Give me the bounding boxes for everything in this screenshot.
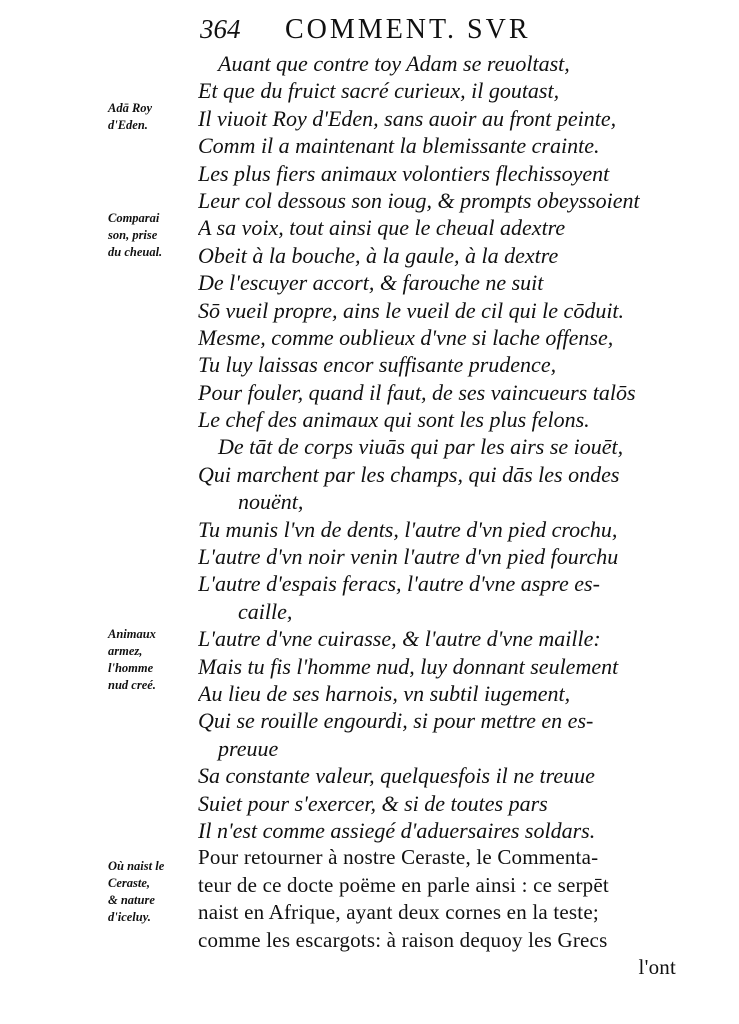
margin-note-line: son, prise [108, 228, 158, 242]
verse-line: Sō vueil propre, ains le vueil de cil qui le cōduit. [198, 297, 625, 323]
margin-note-line: Où naist le [108, 859, 165, 873]
catchword: l'ont [638, 954, 676, 979]
verse-line: De tāt de corps viuās qui par les airs se iouēt, [218, 434, 624, 460]
margin-note-line: Animaux [108, 627, 156, 641]
page-number: 364 [200, 14, 241, 44]
margin-note-line: d'Eden. [108, 118, 148, 132]
margin-note-line: Comparai [108, 211, 160, 225]
verse-line: Au lieu de ses harnois, vn subtil iugement, [198, 680, 571, 706]
page-header [200, 14, 680, 48]
margin-note-line: du cheual. [108, 245, 163, 259]
verse-line: Et que du fruict sacré curieux, il goutast, [198, 78, 560, 104]
verse-line: Il n'est comme assiegé d'aduersaires soldars. [198, 817, 596, 843]
verse-line: A sa voix, tout ainsi que le cheual adextre [198, 215, 566, 241]
margin-note-line: armez, [108, 644, 143, 658]
verse-line: Sa constante valeur, quelquesfois il ne treuue [198, 763, 595, 789]
verse-line: nouënt, [238, 489, 304, 515]
verse-line: Les plus fiers animaux volontiers flechissoyent [198, 160, 610, 186]
verse-line: L'autre d'espais feracs, l'autre d'vne aspre es- [198, 571, 600, 597]
prose-line: comme les escargots: à raison dequoy les Grecs [198, 927, 608, 952]
verse-line: Mais tu fis l'homme nud, luy donnant seulement [198, 653, 619, 679]
running-title: COMMENT. SVR [285, 14, 531, 45]
prose-line: naist en Afrique, ayant deux cornes en la teste; [198, 900, 599, 925]
verse-line: Pour fouler, quand il faut, de ses vaincueurs talōs [198, 379, 636, 405]
margin-note-line: l'homme [108, 661, 154, 675]
margin-note [108, 858, 192, 926]
verse-line: Qui marchent par les champs, qui dās les ondes [198, 461, 620, 487]
margin-note-line: & nature [108, 893, 155, 907]
text-block [198, 50, 676, 981]
verse-line: De l'escuyer accort, & farouche ne suit [198, 270, 544, 296]
verse-line: Auant que contre toy Adam se reuoltast, [218, 51, 570, 76]
verse-line: Tu munis l'vn de dents, l'autre d'vn pied crochu, [198, 516, 618, 542]
margin-note-line: nud creé. [108, 678, 156, 692]
verse-line: Suiet pour s'exercer, & si de toutes pars [198, 790, 548, 816]
margin-note [108, 626, 192, 694]
verse-line: Le chef des animaux qui sont les plus felons. [198, 407, 590, 433]
verse-line: L'autre d'vne cuirasse, & l'autre d'vne maille: [198, 626, 601, 652]
verse-line: Mesme, comme oublieux d'vne si lache offense, [198, 324, 614, 350]
verse-line: Comm il a maintenant la blemissante crainte. [198, 133, 600, 159]
margin-note [108, 210, 192, 261]
verse-line: Obeit à la bouche, à la gaule, à la dextre [198, 242, 559, 268]
verse-line: Tu luy laissas encor suffisante prudence, [198, 352, 557, 378]
verse-line: Il viuoit Roy d'Eden, sans auoir au front peinte, [198, 105, 617, 131]
margin-note-line: Ceraste, [108, 876, 151, 890]
verse-line: preuue [218, 735, 279, 761]
margin-note [108, 100, 192, 134]
verse-line: L'autre d'vn noir venin l'autre d'vn pied fourchu [198, 544, 619, 570]
verse-line: caille, [238, 598, 293, 624]
prose-line: Pour retourner à nostre Ceraste, le Commenta- [198, 845, 599, 870]
margin-note-line: Adā Roy [108, 101, 153, 115]
margin-note-line: d'iceluy. [108, 910, 151, 924]
verse-line: Qui se rouille engourdi, si pour mettre en es- [198, 708, 594, 734]
verse-line: Leur col dessous son ioug, & prompts obeyssoient [198, 187, 640, 213]
prose-line: teur de ce docte poëme en parle ainsi : ce serpēt [198, 872, 609, 897]
